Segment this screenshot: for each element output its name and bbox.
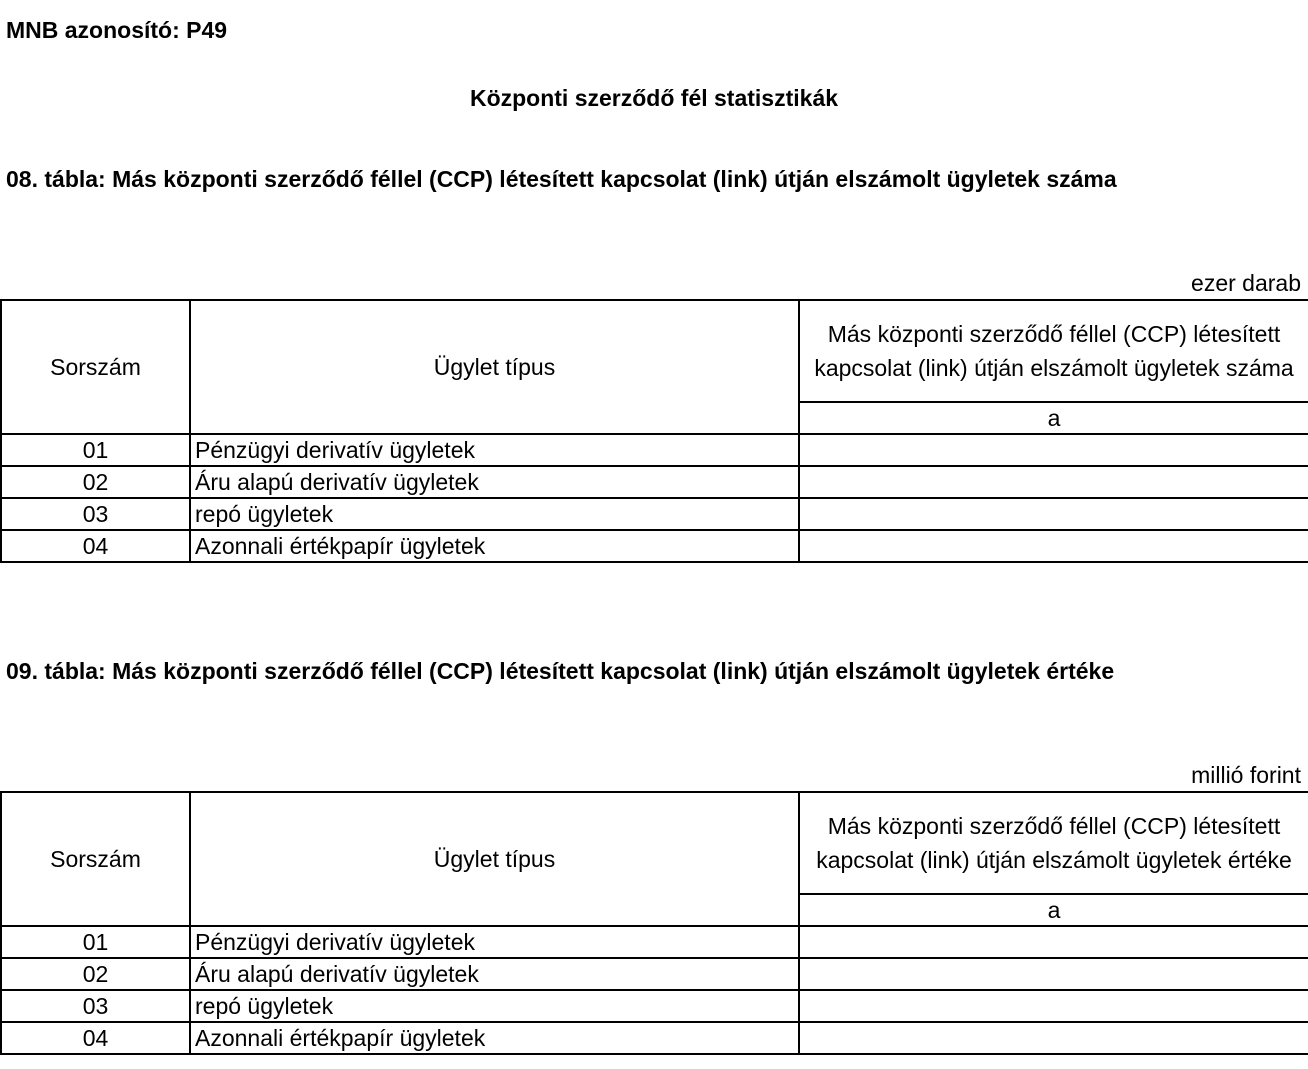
value-cell[interactable] — [799, 530, 1308, 562]
header-column-code: a — [799, 402, 1308, 434]
row-number: 04 — [1, 1022, 190, 1054]
header-value-column: Más központi szerződő féllel (CCP) létesített kapcsolat (link) útján elszámolt ügyletek értéke — [799, 792, 1308, 894]
value-cell[interactable] — [799, 958, 1308, 990]
row-number: 01 — [1, 434, 190, 466]
value-cell[interactable] — [799, 990, 1308, 1022]
value-cell[interactable] — [799, 1022, 1308, 1054]
table-row — [1, 926, 1308, 958]
row-label: Pénzügyi derivatív ügyletek — [190, 926, 799, 958]
table-08-unit: ezer darab — [1191, 270, 1301, 296]
table-row — [1, 498, 1308, 530]
row-number: 01 — [1, 926, 190, 958]
header-sorszam: Sorszám — [1, 792, 190, 926]
value-cell[interactable] — [799, 466, 1308, 498]
document-id: MNB azonosító: P49 — [6, 17, 228, 43]
row-label: Áru alapú derivatív ügyletek — [190, 958, 799, 990]
value-cell[interactable] — [799, 434, 1308, 466]
row-number: 03 — [1, 498, 190, 530]
table-row — [1, 990, 1308, 1022]
row-label: Áru alapú derivatív ügyletek — [190, 466, 799, 498]
table-row — [1, 958, 1308, 990]
table-09 — [0, 791, 1308, 1055]
page-title: Központi szerződő fél statisztikák — [469, 85, 839, 111]
header-ugylet-tipus: Ügylet típus — [190, 792, 799, 926]
row-number: 04 — [1, 530, 190, 562]
table-08-title: 08. tábla: Más központi szerződő féllel (CCP) létesített kapcsolat (link) útján elszámolt ügyletek száma — [6, 166, 1117, 192]
header-sorszam: Sorszám — [1, 300, 190, 434]
row-label: Azonnali értékpapír ügyletek — [190, 1022, 799, 1054]
header-value-column: Más központi szerződő féllel (CCP) létesített kapcsolat (link) útján elszámolt ügyletek száma — [799, 300, 1308, 402]
row-number: 03 — [1, 990, 190, 1022]
header-column-code: a — [799, 894, 1308, 926]
table-09-unit: millió forint — [1191, 762, 1301, 788]
row-label: repó ügyletek — [190, 990, 799, 1022]
value-cell[interactable] — [799, 498, 1308, 530]
table-row — [1, 434, 1308, 466]
row-label: repó ügyletek — [190, 498, 799, 530]
row-number: 02 — [1, 466, 190, 498]
row-label: Pénzügyi derivatív ügyletek — [190, 434, 799, 466]
row-label: Azonnali értékpapír ügyletek — [190, 530, 799, 562]
table-row — [1, 466, 1308, 498]
row-number: 02 — [1, 958, 190, 990]
header-ugylet-tipus: Ügylet típus — [190, 300, 799, 434]
table-row — [1, 1022, 1308, 1054]
value-cell[interactable] — [799, 926, 1308, 958]
table-09-title: 09. tábla: Más központi szerződő féllel (CCP) létesített kapcsolat (link) útján elszámolt ügyletek értéke — [6, 658, 1115, 684]
table-row — [1, 530, 1308, 562]
table-08 — [0, 299, 1308, 563]
